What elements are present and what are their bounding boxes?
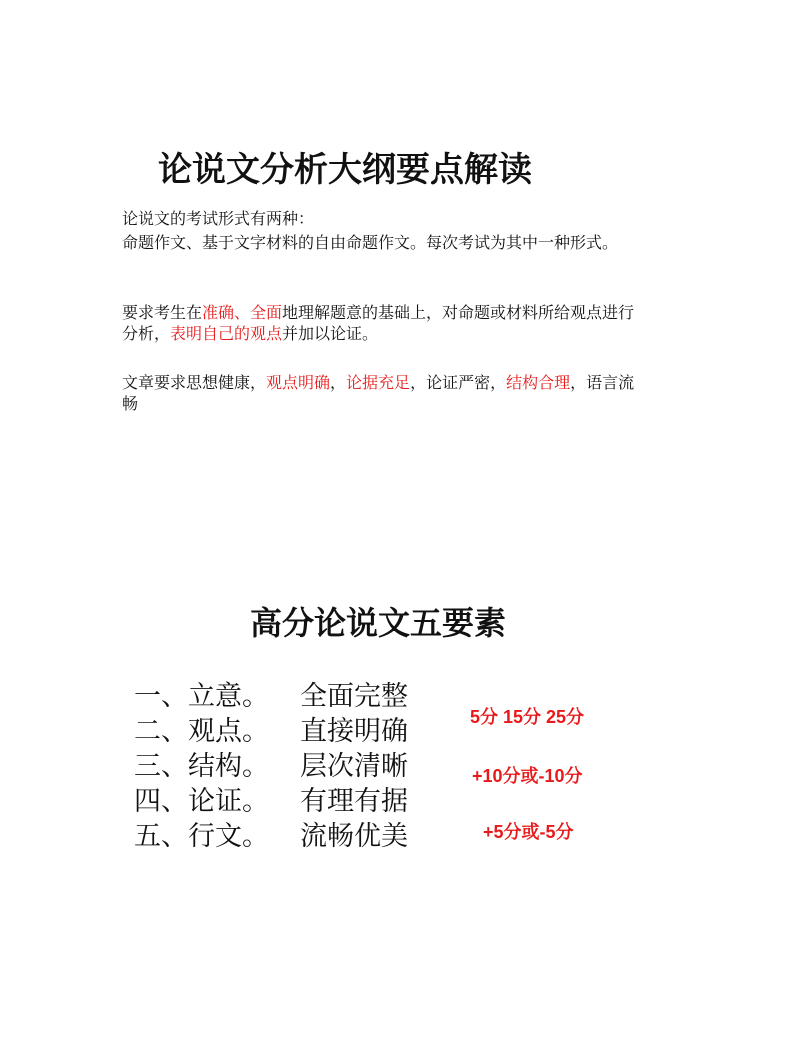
list-item bbox=[134, 676, 408, 711]
article-text: ，语言流畅 bbox=[122, 373, 635, 413]
element-name: 二、观点。 bbox=[134, 716, 269, 747]
list-item bbox=[134, 746, 408, 781]
list-item bbox=[134, 816, 408, 851]
intro-paragraph-1: 论说文的考试形式有两种： bbox=[122, 209, 315, 228]
highlight-sufficient-evidence: 论据充足 bbox=[346, 373, 411, 392]
article-text: ， bbox=[330, 373, 347, 392]
section2-title: 高分论说文五要素 bbox=[250, 604, 507, 642]
list-item bbox=[134, 711, 408, 746]
intro-paragraph-2: 命题作文、基于文字材料的自由命题作文。每次考试为其中一种形式。 bbox=[122, 233, 619, 252]
score-note-structure: +10分或-10分 bbox=[472, 766, 583, 786]
requirement-text: 并加以论证。 bbox=[282, 324, 379, 343]
highlight-state-own-view: 表明自己的观点 bbox=[170, 324, 283, 343]
element-description: 流畅优美 bbox=[300, 821, 408, 852]
highlight-clear-view: 观点明确 bbox=[266, 373, 331, 392]
article-text: ，论证严密， bbox=[410, 373, 507, 392]
element-description: 全面完整 bbox=[300, 681, 408, 712]
element-name: 四、论证。 bbox=[134, 786, 269, 817]
list-item bbox=[134, 781, 408, 816]
requirement-text: 地理解题意的基础上，对命题或材料所给观点进行分析， bbox=[122, 303, 635, 343]
score-note-writing: +5分或-5分 bbox=[483, 822, 574, 842]
element-description: 层次清晰 bbox=[300, 751, 408, 782]
five-elements-list bbox=[134, 676, 408, 851]
highlight-reasonable-structure: 结构合理 bbox=[506, 373, 571, 392]
element-name: 五、行文。 bbox=[134, 821, 269, 852]
article-text: 文章要求思想健康， bbox=[122, 373, 267, 392]
element-name: 三、结构。 bbox=[134, 751, 269, 782]
element-description: 有理有据 bbox=[300, 786, 408, 817]
element-description: 直接明确 bbox=[300, 716, 408, 747]
highlight-accurate-comprehensive: 准确、全面 bbox=[202, 303, 283, 322]
article-requirement-paragraph bbox=[122, 372, 642, 414]
section1-title: 论说文分析大纲要点解读 bbox=[158, 150, 532, 190]
element-name: 一、立意。 bbox=[134, 681, 269, 712]
requirement-paragraph bbox=[122, 302, 642, 344]
score-note-viewpoint: 5分 15分 25分 bbox=[470, 707, 585, 727]
requirement-text: 要求考生在 bbox=[122, 303, 203, 322]
